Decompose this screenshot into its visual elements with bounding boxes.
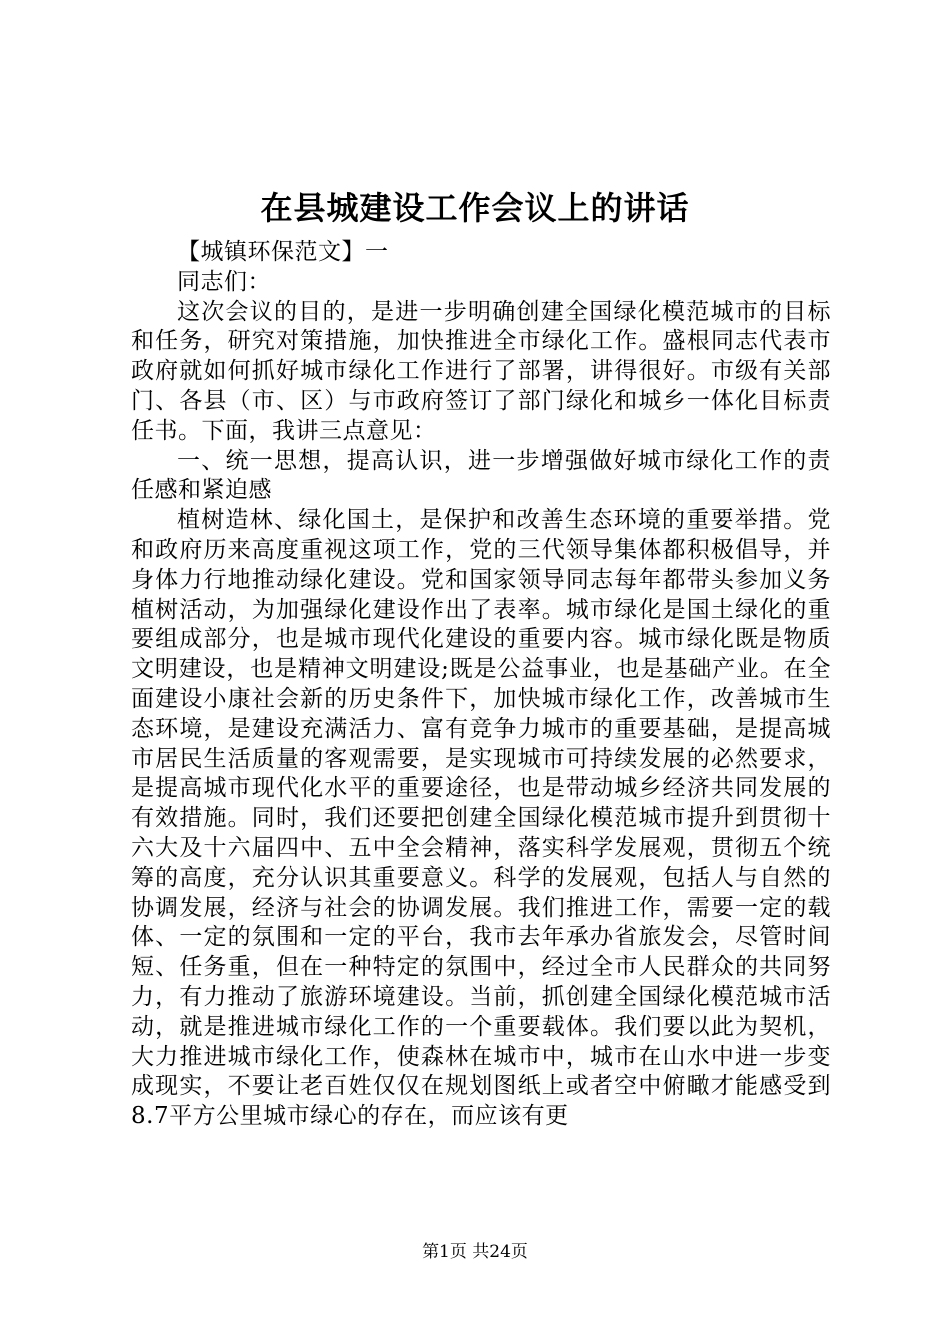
page-number-footer: 第1页 共24页: [422, 1242, 528, 1262]
paragraph-body: 植树造林、绿化国土，是保护和改善生态环境的重要举措。党和政府历来高度重视这项工作，党的三代领导集体都积极倡导，并身体力行地推动绿化建设。党和国家领导同志每年都带头参加义务植树活动，为加强绿化建设作出了表率。城市绿化是国土绿化的重要组成部分，也是城市现代化建设的重要内容。城市绿化既是物质文明建设，也是精神文明建设;既是公益事业，也是基础产业。在全面建设小康社会新的历史条件下，加快城市绿化工作，改善城市生态环境，是建设充满活力、富有竞争力城市的重要基础，是提高城市居民生活质量的客观需要，是实现城市可持续发展的必然要求，是提高城市现代化水平的重要途径，也是带动城乡经济共同发展的有效措施。同时，我们还要把创建全国绿化模范城市提升到贯彻十六大及十六届四中、五中全会精神，落实科学发展观，贯彻五个统筹的高度，充分认识其重要意义。科学的发展观，包括人与自然的协调发展，经济与社会的协调发展。我们推进工作，需要一定的载体、一定的氛围和一定的平台，我市去年承办省旅发会，尽管时间短、任务重，但在一种特定的氛围中，经过全市人民群众的共同努力，有力推动了旅游环境建设。当前，抓创建全国绿化模范城市活动，就是推进城市绿化工作的一个重要载体。我们要以此为契机，大力推进城市绿化工作，使森林在城市中，城市在山水中进一步变成现实，不要让老百姓仅仅在规划图纸上或者空中俯瞰才能感受到8.7平方公里城市绿心的存在，而应该有更: [131, 507, 831, 1130]
paragraph-section-heading: 一、统一思想，提高认识，进一步增强做好城市绿化工作的责任感和紧迫感: [131, 447, 831, 504]
document-title: 在县城建设工作会议上的讲话: [260, 189, 690, 227]
paragraph-salutation: 同志们：: [177, 268, 271, 295]
paragraph-intro: 这次会议的目的，是进一步明确创建全国绿化模范城市的目标和任务，研究对策措施，加快推进全市绿化工作。盛根同志代表市政府就如何抓好城市绿化工作进行了部署，讲得很好。市级有关部门、各县（市、区）与市政府签订了部门绿化和城乡一体化目标责任书。下面，我讲三点意见：: [131, 298, 831, 444]
document-body: [131, 238, 831, 1132]
paragraph-category-tag: 【城镇环保范文】一: [177, 239, 389, 265]
